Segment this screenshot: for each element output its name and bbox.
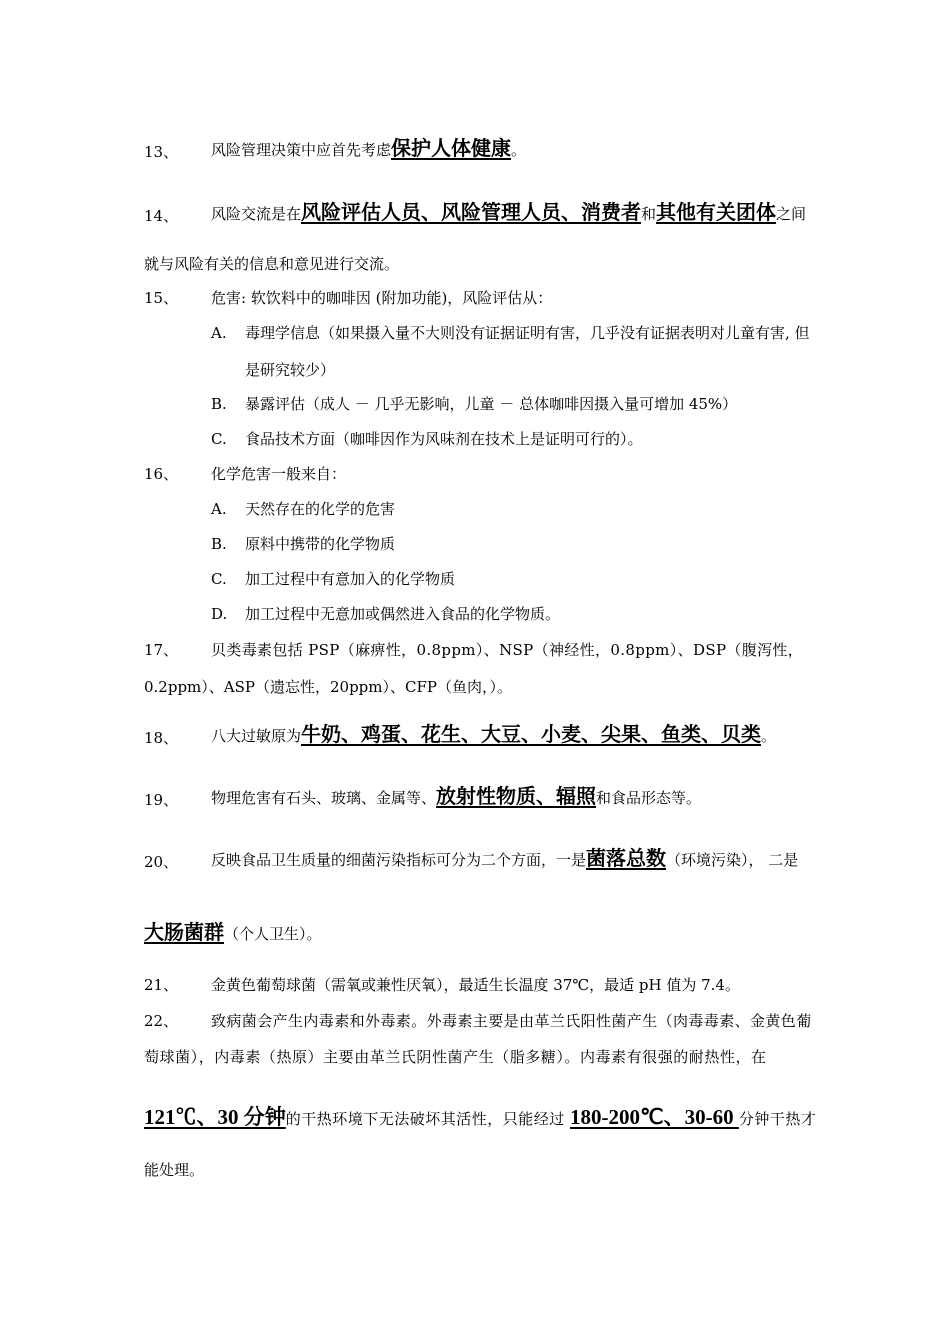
item-text-continued: 萄球菌），内毒素（热原）主要由革兰氏阴性菌产生（脂多糖）。内毒素有很强的耐热性，在 [144,1048,767,1066]
item-text-continued: 0.2ppm）、ASP（遗忘性，20ppm）、CFP（鱼肉，）。 [144,678,512,696]
item-text: 贝类毒素包括 PSP（麻痹性，0.8ppm）、NSP（神经性，0.8ppm）、DSP（腹泻性， [211,641,804,659]
item-text: 致病菌会产生内毒素和外毒素。外毒素主要是由革兰氏阳性菌产生（肉毒毒素、金黄色葡 [211,1012,812,1030]
answer-text: 放射性物质、辐照 [436,784,597,808]
item-text-continued: 能处理。 [144,1161,205,1179]
item-text: 金黄色葡萄球菌（需氧或兼性厌氧），最适生长温度 37℃，最适 pH 值为 7.4。 [211,976,740,994]
answer-text: 180-200℃、30-60 [570,1105,739,1129]
answer-text: 保护人体健康 [391,136,512,160]
document-page: 13、 风险管理决策中应首先考虑保护人体健康。 14、 风险交流是在风险评估人员、风险管理人员、消费者和其他有关团体之间 就与风险有关的信息和意见进行交流。 15、 危害: 软饮料中的咖啡因 (附加功能)，风险评估从： A. 毒理学信息（如果摄入量不大则没有证据证明有害，几乎没有证据表明对儿童有害, 但 是研究较少） B. 暴露评估（成人 － 几乎无影响，儿童 － 总体咖啡因摄入量可增加 45%） C. 食品技术方面（咖啡因作为风味剂在技术上是证明可行的）。 16、 化学危害一般来自： A. 天然存在的化学的危害 B. 原料中携带的化学物质 C. 加工过程中有意加入的化学物质 D. 加工过程中无意加或偶然进入食品的化学物质。 17、 贝类毒素包括 PSP（麻痹性，0.8ppm）、NSP（神经性，0.8ppm）、DSP（腹泻性， 0.2ppm）、ASP（遗忘性，20ppm）、CFP（鱼肉，）。 18、 八大过敏原为牛奶、鸡蛋、花生、大豆、小麦、尖果、鱼类、贝类。 19、 物理危害有石头、玻璃、金属等、放射性物质、辐照和食品形态等。 20、 反映食品卫生质量的细菌污染指标可分为二个方面，一是菌落总数（环境污染）， 二是 大肠菌群（个人卫生）。 21、 金黄色葡萄球菌（需氧或兼性厌氧），最适生长温度 37℃，最适 pH 值为 7.4。 22、 致病菌会产生内毒素和外毒素。外毒素主要是由革兰氏阳性菌产生（肉毒毒素、金黄色葡 萄球菌），内毒素（热原）主要由革兰氏阴性菌产生（脂多糖）。内毒素有很强的耐热性，在 121℃、30 分钟的干热环境下无法破坏其活性，只能经过 180-200℃、30-60 分钟干热才 能处理。 [144,136,817,1179]
item-number: 18、 [144,729,179,747]
item-number: 19、 [144,791,179,809]
answer-text: 风险评估人员、风险管理人员、消费者 [301,200,642,224]
answer-text: 菌落总数 [586,846,667,870]
item-number: 15、 [144,289,179,307]
answer-text: 大肠菌群 [144,920,224,944]
answer-text: 其他有关团体 [656,200,777,224]
item-text: 化学危害一般来自： [211,465,347,483]
item-number: 14、 [144,207,179,225]
answer-text: 牛奶、鸡蛋、花生、大豆、小麦、尖果、鱼类、贝类 [301,722,762,746]
answer-text: 121℃、30 分钟 [144,1105,286,1129]
item-text: 危害: 软饮料中的咖啡因 (附加功能)，风险评估从： [211,289,553,307]
item-number: 22、 [144,1012,179,1030]
item-number: 13、 [144,143,179,161]
item-number: 20、 [144,853,179,871]
item-text-continued: 就与风险有关的信息和意见进行交流。 [144,255,400,273]
item-number: 17、 [144,641,179,659]
item-number: 21、 [144,976,179,994]
item-text: 风险管理决策中应首先考虑 [211,141,392,159]
item-number: 16、 [144,465,179,483]
